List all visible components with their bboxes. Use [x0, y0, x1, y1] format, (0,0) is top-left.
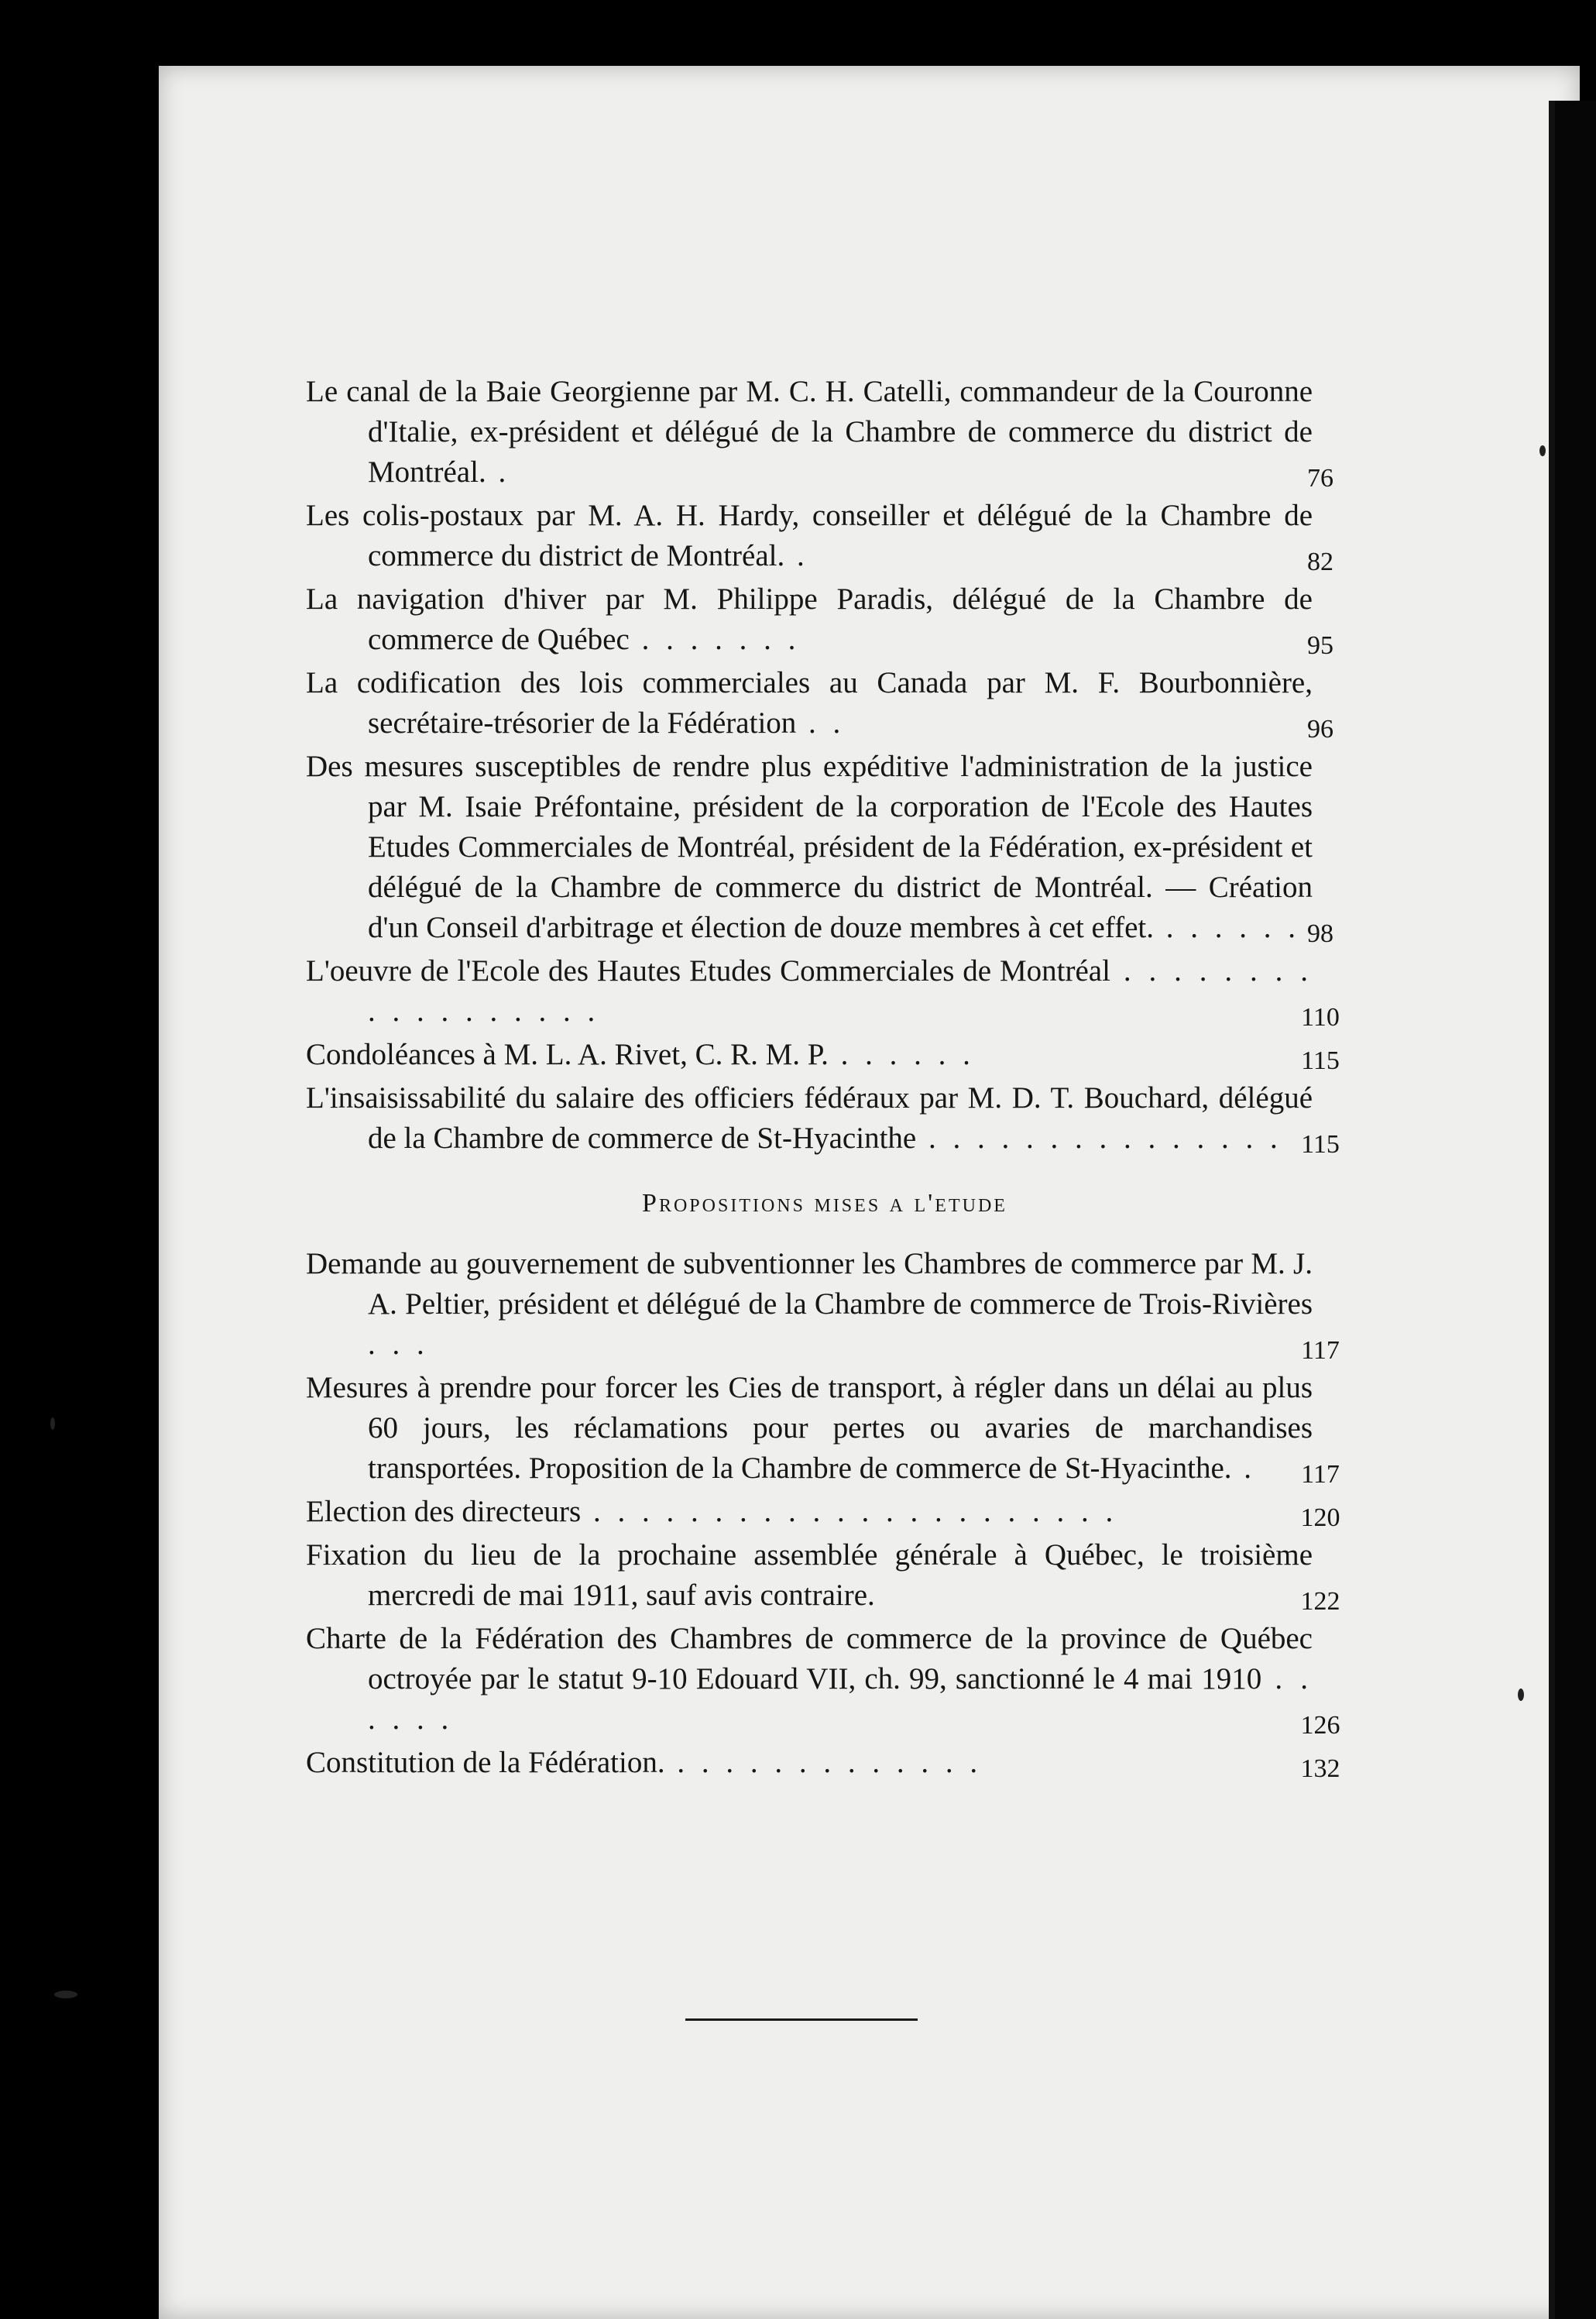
toc-entry-page-number: 98 — [1307, 919, 1333, 948]
toc-entry — [306, 1244, 1340, 1365]
toc-entry-leader: . — [486, 455, 511, 489]
toc-entry-title: L'oeuvre de l'Ecole des Hautes Etudes Commerciales de Montréal — [306, 954, 1110, 988]
scan-speck — [54, 1991, 77, 1998]
toc-entry-title: Constitution de la Fédération. — [306, 1746, 665, 1779]
toc-entry — [306, 1619, 1340, 1740]
toc-entry-leader: . — [784, 539, 809, 572]
toc-entry-title: La codification des lois commerciales au Canada par M. F. Bourbonnière, secrétaire-trésorier de la Fédération — [306, 666, 1313, 740]
toc-entry — [306, 496, 1333, 576]
scan-speck — [1518, 1689, 1524, 1701]
toc-group-propositions — [306, 1244, 1340, 1783]
toc-entry-page-number: 115 — [1301, 1046, 1340, 1075]
toc-entry-page-number: 126 — [1300, 1711, 1340, 1740]
toc-entry-page-number: 96 — [1307, 715, 1333, 744]
toc-entry-title: Les colis-postaux par M. A. H. Hardy, conseiller et délégué de la Chambre de commerce du district de Montréal. — [306, 499, 1313, 572]
page-edge — [1549, 101, 1555, 2319]
toc-entry-title: Des mesures susceptibles de rendre plus expéditive l'administration de la justice par M. Isaie Préfontaine, président de la corporation de l'Ecole des Hautes Etudes Commerciales de Montréal, président de la Fédération, ex-président et délégué de la Chambre de commerce du district de Montréal. — Création d'un Conseil d'arbitrage et élection de douze membres à cet effet. — [306, 750, 1313, 944]
toc-entry-leader: . . . . . . . . . . . . . . . . . . . . . . — [581, 1495, 1118, 1528]
toc-entry-page-number: 132 — [1300, 1754, 1340, 1783]
toc-group-main — [306, 372, 1340, 1159]
scan-speck — [1539, 445, 1546, 456]
toc-entry — [306, 1535, 1340, 1616]
toc-entry-leader: . . — [796, 706, 846, 740]
toc-entry-title: Condoléances à M. L. A. Rivet, C. R. M. P. — [306, 1038, 829, 1071]
toc-entry-leader: . . . . . . — [828, 1038, 975, 1071]
toc-entry — [306, 372, 1333, 493]
toc-entry-page-number: 76 — [1307, 464, 1333, 493]
toc-entry-page-number: 120 — [1300, 1503, 1340, 1532]
toc-entry — [306, 1078, 1340, 1159]
toc-entry-page-number: 82 — [1307, 548, 1333, 576]
toc-entry-title: L'insaisissabilité du salaire des officiers fédéraux par M. D. T. Bouchard, délégué de la Chambre de commerce de St-Hyacinthe — [306, 1081, 1313, 1155]
toc-entry — [306, 1035, 1340, 1075]
toc-entry — [306, 1368, 1340, 1489]
toc-entry-page-number: 115 — [1301, 1130, 1340, 1159]
toc-entry-page-number: 95 — [1307, 631, 1333, 660]
toc-entry-page-number: 110 — [1301, 1003, 1340, 1032]
table-of-contents — [306, 372, 1340, 1786]
toc-entry — [306, 579, 1333, 660]
toc-entry — [306, 747, 1333, 948]
toc-entry — [306, 1743, 1340, 1783]
toc-entry-leader: . . . . . . — [368, 1662, 1313, 1736]
toc-entry-title: La navigation d'hiver par M. Philippe Paradis, délégué de la Chambre de commerce de Québec — [306, 582, 1313, 656]
toc-entry-title: Charte de la Fédération des Chambres de commerce de la province de Québec octroyée par le statut 9-10 Edouard VII, ch. 99, sanctionné le 4 mai 1910 — [306, 1622, 1313, 1695]
section-heading: Propositions mises a l'etude — [642, 1189, 1007, 1218]
toc-entry-leader: . . . . . . . . . . . . . — [664, 1746, 983, 1779]
toc-entry-title: Election des directeurs — [306, 1495, 582, 1528]
toc-entry-leader: . . . . . . . . . . . . . . . — [916, 1122, 1282, 1155]
scan-speck — [50, 1417, 55, 1430]
adjacent-page-strip — [1555, 101, 1596, 2319]
toc-entry-title: Le canal de la Baie Georgienne par M. C. H. Catelli, commandeur de la Couronne d'Italie, ex-président et délégué de la Chambre de commerce du district de Montréal. — [306, 375, 1313, 489]
toc-entry-title: Demande au gouvernement de subventionner les Chambres de commerce par M. J. A. Peltier, président et délégué de la Chambre de commerce de Trois-Rivières — [306, 1247, 1313, 1321]
toc-entry-leader: . . . . . . . . . . . . . . . . . . — [368, 954, 1313, 1028]
closing-rule — [685, 2018, 918, 2021]
toc-entry-page-number: 117 — [1301, 1336, 1340, 1365]
toc-entry-title: Fixation du lieu de la prochaine assemblée générale à Québec, le troisième mercredi de mai 1911, sauf avis contraire. — [306, 1538, 1313, 1612]
toc-entry-title: Mesures à prendre pour forcer les Cies de transport, à régler dans un délai au plus 60 jours, les réclamations pour pertes ou avaries de marchandises transportées. Proposition de la Chambre de commerce de St-Hyacinthe. — [306, 1371, 1313, 1485]
toc-entry-leader: . . . . . . . — [629, 623, 801, 656]
toc-entry-page-number: 117 — [1301, 1460, 1340, 1489]
toc-entry-page-number: 122 — [1300, 1587, 1340, 1616]
toc-entry — [306, 1492, 1340, 1532]
toc-entry — [306, 951, 1340, 1032]
toc-entry-leader: . . . — [368, 1328, 429, 1361]
toc-entry — [306, 663, 1333, 744]
toc-entry-leader: . . . . . . — [1154, 911, 1301, 944]
toc-entry-leader: . — [1231, 1452, 1256, 1485]
